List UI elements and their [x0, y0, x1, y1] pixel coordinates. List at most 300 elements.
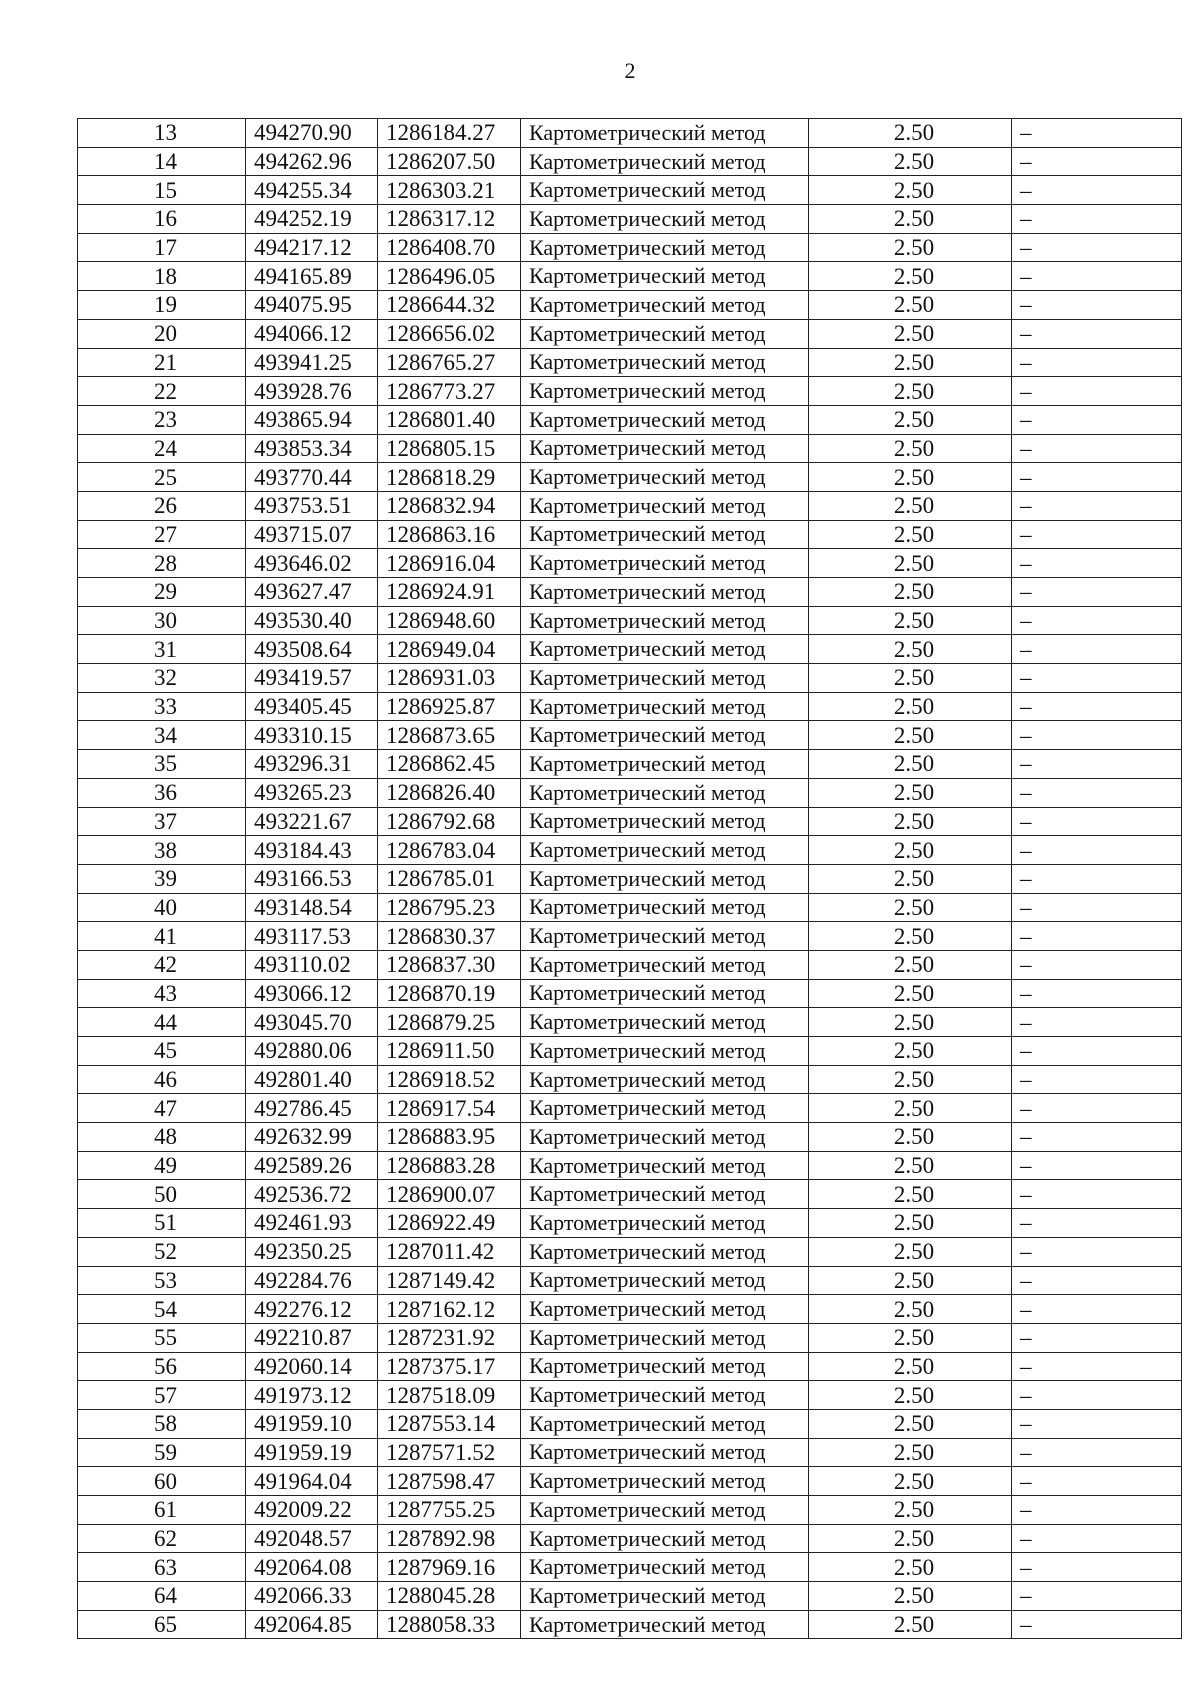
x-coordinate-cell: 493296.31	[246, 750, 378, 779]
table-row	[78, 119, 1182, 148]
table-row	[78, 1409, 1182, 1438]
table-row	[78, 893, 1182, 922]
x-coordinate-cell: 494262.96	[246, 147, 378, 176]
accuracy-cell: 2.50	[809, 348, 1012, 377]
y-coordinate-cell: 1286917.54	[378, 1094, 521, 1123]
point-number-cell: 46	[78, 1065, 246, 1094]
table-row	[78, 1352, 1182, 1381]
y-coordinate-cell: 1286644.32	[378, 291, 521, 320]
x-coordinate-cell: 492350.25	[246, 1237, 378, 1266]
method-cell: Картометрический метод	[521, 778, 809, 807]
table-row	[78, 463, 1182, 492]
x-coordinate-cell: 494252.19	[246, 205, 378, 234]
point-number-cell: 42	[78, 950, 246, 979]
point-number-cell: 53	[78, 1266, 246, 1295]
x-coordinate-cell: 492066.33	[246, 1582, 378, 1611]
table-row	[78, 1496, 1182, 1525]
description-cell: –	[1012, 664, 1182, 693]
accuracy-cell: 2.50	[809, 1610, 1012, 1639]
x-coordinate-cell: 493530.40	[246, 606, 378, 635]
accuracy-cell: 2.50	[809, 1352, 1012, 1381]
point-number-cell: 35	[78, 750, 246, 779]
method-cell: Картометрический метод	[521, 1237, 809, 1266]
accuracy-cell: 2.50	[809, 893, 1012, 922]
point-number-cell: 39	[78, 864, 246, 893]
description-cell: –	[1012, 463, 1182, 492]
y-coordinate-cell: 1286832.94	[378, 491, 521, 520]
accuracy-cell: 2.50	[809, 1266, 1012, 1295]
method-cell: Картометрический метод	[521, 1553, 809, 1582]
table-row	[78, 578, 1182, 607]
table-row	[78, 836, 1182, 865]
x-coordinate-cell: 492461.93	[246, 1209, 378, 1238]
description-cell: –	[1012, 233, 1182, 262]
y-coordinate-cell: 1287162.12	[378, 1295, 521, 1324]
accuracy-cell: 2.50	[809, 1381, 1012, 1410]
y-coordinate-cell: 1288045.28	[378, 1582, 521, 1611]
accuracy-cell: 2.50	[809, 692, 1012, 721]
point-number-cell: 60	[78, 1467, 246, 1496]
x-coordinate-cell: 493405.45	[246, 692, 378, 721]
x-coordinate-cell: 494066.12	[246, 319, 378, 348]
accuracy-cell: 2.50	[809, 979, 1012, 1008]
table-row	[78, 319, 1182, 348]
y-coordinate-cell: 1287598.47	[378, 1467, 521, 1496]
x-coordinate-cell: 493508.64	[246, 635, 378, 664]
table-row	[78, 1209, 1182, 1238]
table-row	[78, 377, 1182, 406]
description-cell: –	[1012, 1524, 1182, 1553]
y-coordinate-cell: 1286870.19	[378, 979, 521, 1008]
accuracy-cell: 2.50	[809, 1553, 1012, 1582]
y-coordinate-cell: 1287553.14	[378, 1409, 521, 1438]
accuracy-cell: 2.50	[809, 205, 1012, 234]
coordinates-table	[77, 118, 1182, 1639]
x-coordinate-cell: 493646.02	[246, 549, 378, 578]
description-cell: –	[1012, 491, 1182, 520]
point-number-cell: 45	[78, 1037, 246, 1066]
description-cell: –	[1012, 1352, 1182, 1381]
method-cell: Картометрический метод	[521, 147, 809, 176]
table-row	[78, 205, 1182, 234]
x-coordinate-cell: 492064.85	[246, 1610, 378, 1639]
method-cell: Картометрический метод	[521, 520, 809, 549]
x-coordinate-cell: 494255.34	[246, 176, 378, 205]
method-cell: Картометрический метод	[521, 1610, 809, 1639]
table-row	[78, 1467, 1182, 1496]
point-number-cell: 62	[78, 1524, 246, 1553]
y-coordinate-cell: 1286207.50	[378, 147, 521, 176]
point-number-cell: 20	[78, 319, 246, 348]
point-number-cell: 32	[78, 664, 246, 693]
method-cell: Картометрический метод	[521, 491, 809, 520]
y-coordinate-cell: 1287969.16	[378, 1553, 521, 1582]
point-number-cell: 22	[78, 377, 246, 406]
point-number-cell: 31	[78, 635, 246, 664]
description-cell: –	[1012, 893, 1182, 922]
y-coordinate-cell: 1286783.04	[378, 836, 521, 865]
method-cell: Картометрический метод	[521, 1037, 809, 1066]
point-number-cell: 57	[78, 1381, 246, 1410]
method-cell: Картометрический метод	[521, 434, 809, 463]
description-cell: –	[1012, 836, 1182, 865]
accuracy-cell: 2.50	[809, 836, 1012, 865]
table-row	[78, 233, 1182, 262]
method-cell: Картометрический метод	[521, 1094, 809, 1123]
table-row	[78, 979, 1182, 1008]
method-cell: Картометрический метод	[521, 549, 809, 578]
description-cell: –	[1012, 922, 1182, 951]
point-number-cell: 47	[78, 1094, 246, 1123]
accuracy-cell: 2.50	[809, 1524, 1012, 1553]
description-cell: –	[1012, 950, 1182, 979]
point-number-cell: 37	[78, 807, 246, 836]
table-row	[78, 606, 1182, 635]
y-coordinate-cell: 1286826.40	[378, 778, 521, 807]
description-cell: –	[1012, 807, 1182, 836]
point-number-cell: 58	[78, 1409, 246, 1438]
method-cell: Картометрический метод	[521, 807, 809, 836]
method-cell: Картометрический метод	[521, 750, 809, 779]
y-coordinate-cell: 1287011.42	[378, 1237, 521, 1266]
accuracy-cell: 2.50	[809, 1123, 1012, 1152]
method-cell: Картометрический метод	[521, 119, 809, 148]
table-row	[78, 807, 1182, 836]
method-cell: Картометрический метод	[521, 864, 809, 893]
method-cell: Картометрический метод	[521, 836, 809, 865]
point-number-cell: 52	[78, 1237, 246, 1266]
method-cell: Картометрический метод	[521, 950, 809, 979]
y-coordinate-cell: 1286879.25	[378, 1008, 521, 1037]
table-row	[78, 1037, 1182, 1066]
point-number-cell: 61	[78, 1496, 246, 1525]
point-number-cell: 17	[78, 233, 246, 262]
x-coordinate-cell: 493117.53	[246, 922, 378, 951]
description-cell: –	[1012, 1553, 1182, 1582]
table-row	[78, 1323, 1182, 1352]
table-row	[78, 1610, 1182, 1639]
method-cell: Картометрический метод	[521, 1266, 809, 1295]
accuracy-cell: 2.50	[809, 664, 1012, 693]
accuracy-cell: 2.50	[809, 635, 1012, 664]
y-coordinate-cell: 1287892.98	[378, 1524, 521, 1553]
table-row	[78, 1151, 1182, 1180]
y-coordinate-cell: 1286792.68	[378, 807, 521, 836]
description-cell: –	[1012, 119, 1182, 148]
description-cell: –	[1012, 721, 1182, 750]
method-cell: Картометрический метод	[521, 1467, 809, 1496]
x-coordinate-cell: 493184.43	[246, 836, 378, 865]
table-row	[78, 1553, 1182, 1582]
point-number-cell: 19	[78, 291, 246, 320]
x-coordinate-cell: 492210.87	[246, 1323, 378, 1352]
accuracy-cell: 2.50	[809, 491, 1012, 520]
method-cell: Картометрический метод	[521, 291, 809, 320]
description-cell: –	[1012, 205, 1182, 234]
table-row	[78, 721, 1182, 750]
table-row	[78, 922, 1182, 951]
method-cell: Картометрический метод	[521, 721, 809, 750]
accuracy-cell: 2.50	[809, 1323, 1012, 1352]
method-cell: Картометрический метод	[521, 1381, 809, 1410]
x-coordinate-cell: 491964.04	[246, 1467, 378, 1496]
table-row	[78, 950, 1182, 979]
x-coordinate-cell: 494165.89	[246, 262, 378, 291]
y-coordinate-cell: 1286911.50	[378, 1037, 521, 1066]
description-cell: –	[1012, 1467, 1182, 1496]
accuracy-cell: 2.50	[809, 319, 1012, 348]
point-number-cell: 54	[78, 1295, 246, 1324]
x-coordinate-cell: 492284.76	[246, 1266, 378, 1295]
method-cell: Картометрический метод	[521, 348, 809, 377]
table-row	[78, 1180, 1182, 1209]
y-coordinate-cell: 1286830.37	[378, 922, 521, 951]
description-cell: –	[1012, 1180, 1182, 1209]
method-cell: Картометрический метод	[521, 635, 809, 664]
accuracy-cell: 2.50	[809, 291, 1012, 320]
description-cell: –	[1012, 1008, 1182, 1037]
table-row	[78, 864, 1182, 893]
accuracy-cell: 2.50	[809, 405, 1012, 434]
x-coordinate-cell: 492536.72	[246, 1180, 378, 1209]
table-row	[78, 1008, 1182, 1037]
table-row	[78, 405, 1182, 434]
table-row	[78, 1266, 1182, 1295]
method-cell: Картометрический метод	[521, 1524, 809, 1553]
table-row	[78, 549, 1182, 578]
description-cell: –	[1012, 979, 1182, 1008]
accuracy-cell: 2.50	[809, 1409, 1012, 1438]
y-coordinate-cell: 1286916.04	[378, 549, 521, 578]
accuracy-cell: 2.50	[809, 1438, 1012, 1467]
x-coordinate-cell: 493753.51	[246, 491, 378, 520]
method-cell: Картометрический метод	[521, 1323, 809, 1352]
accuracy-cell: 2.50	[809, 778, 1012, 807]
x-coordinate-cell: 493419.57	[246, 664, 378, 693]
table-row	[78, 1094, 1182, 1123]
method-cell: Картометрический метод	[521, 205, 809, 234]
point-number-cell: 16	[78, 205, 246, 234]
point-number-cell: 59	[78, 1438, 246, 1467]
description-cell: –	[1012, 1438, 1182, 1467]
point-number-cell: 36	[78, 778, 246, 807]
point-number-cell: 65	[78, 1610, 246, 1639]
accuracy-cell: 2.50	[809, 1496, 1012, 1525]
x-coordinate-cell: 494217.12	[246, 233, 378, 262]
y-coordinate-cell: 1286656.02	[378, 319, 521, 348]
x-coordinate-cell: 492009.22	[246, 1496, 378, 1525]
x-coordinate-cell: 492276.12	[246, 1295, 378, 1324]
x-coordinate-cell: 491959.19	[246, 1438, 378, 1467]
description-cell: –	[1012, 1151, 1182, 1180]
description-cell: –	[1012, 377, 1182, 406]
description-cell: –	[1012, 778, 1182, 807]
point-number-cell: 41	[78, 922, 246, 951]
description-cell: –	[1012, 1065, 1182, 1094]
point-number-cell: 29	[78, 578, 246, 607]
description-cell: –	[1012, 176, 1182, 205]
x-coordinate-cell: 493221.67	[246, 807, 378, 836]
method-cell: Картометрический метод	[521, 1065, 809, 1094]
y-coordinate-cell: 1286818.29	[378, 463, 521, 492]
method-cell: Картометрический метод	[521, 1151, 809, 1180]
description-cell: –	[1012, 291, 1182, 320]
y-coordinate-cell: 1286765.27	[378, 348, 521, 377]
point-number-cell: 21	[78, 348, 246, 377]
point-number-cell: 14	[78, 147, 246, 176]
accuracy-cell: 2.50	[809, 549, 1012, 578]
y-coordinate-cell: 1287518.09	[378, 1381, 521, 1410]
point-number-cell: 15	[78, 176, 246, 205]
coordinates-table-body	[78, 119, 1182, 1639]
accuracy-cell: 2.50	[809, 950, 1012, 979]
x-coordinate-cell: 492632.99	[246, 1123, 378, 1152]
x-coordinate-cell: 494270.90	[246, 119, 378, 148]
accuracy-cell: 2.50	[809, 1065, 1012, 1094]
x-coordinate-cell: 493310.15	[246, 721, 378, 750]
accuracy-cell: 2.50	[809, 119, 1012, 148]
y-coordinate-cell: 1286883.95	[378, 1123, 521, 1152]
accuracy-cell: 2.50	[809, 1237, 1012, 1266]
point-number-cell: 27	[78, 520, 246, 549]
accuracy-cell: 2.50	[809, 176, 1012, 205]
accuracy-cell: 2.50	[809, 606, 1012, 635]
y-coordinate-cell: 1286918.52	[378, 1065, 521, 1094]
point-number-cell: 56	[78, 1352, 246, 1381]
x-coordinate-cell: 491959.10	[246, 1409, 378, 1438]
method-cell: Картометрический метод	[521, 692, 809, 721]
accuracy-cell: 2.50	[809, 520, 1012, 549]
y-coordinate-cell: 1286863.16	[378, 520, 521, 549]
method-cell: Картометрический метод	[521, 979, 809, 1008]
method-cell: Картометрический метод	[521, 893, 809, 922]
y-coordinate-cell: 1286948.60	[378, 606, 521, 635]
table-row	[78, 664, 1182, 693]
table-row	[78, 1381, 1182, 1410]
point-number-cell: 33	[78, 692, 246, 721]
y-coordinate-cell: 1287755.25	[378, 1496, 521, 1525]
description-cell: –	[1012, 405, 1182, 434]
y-coordinate-cell: 1286805.15	[378, 434, 521, 463]
method-cell: Картометрический метод	[521, 1123, 809, 1152]
x-coordinate-cell: 493770.44	[246, 463, 378, 492]
x-coordinate-cell: 493865.94	[246, 405, 378, 434]
table-row	[78, 520, 1182, 549]
table-row	[78, 1065, 1182, 1094]
description-cell: –	[1012, 147, 1182, 176]
y-coordinate-cell: 1286773.27	[378, 377, 521, 406]
y-coordinate-cell: 1286184.27	[378, 119, 521, 148]
description-cell: –	[1012, 1037, 1182, 1066]
method-cell: Картометрический метод	[521, 1582, 809, 1611]
description-cell: –	[1012, 1295, 1182, 1324]
description-cell: –	[1012, 434, 1182, 463]
y-coordinate-cell: 1287571.52	[378, 1438, 521, 1467]
y-coordinate-cell: 1287375.17	[378, 1352, 521, 1381]
method-cell: Картометрический метод	[521, 377, 809, 406]
description-cell: –	[1012, 1123, 1182, 1152]
x-coordinate-cell: 493265.23	[246, 778, 378, 807]
description-cell: –	[1012, 1237, 1182, 1266]
table-row	[78, 778, 1182, 807]
x-coordinate-cell: 492060.14	[246, 1352, 378, 1381]
x-coordinate-cell: 492589.26	[246, 1151, 378, 1180]
point-number-cell: 38	[78, 836, 246, 865]
y-coordinate-cell: 1287231.92	[378, 1323, 521, 1352]
accuracy-cell: 2.50	[809, 864, 1012, 893]
point-number-cell: 50	[78, 1180, 246, 1209]
x-coordinate-cell: 492880.06	[246, 1037, 378, 1066]
point-number-cell: 43	[78, 979, 246, 1008]
accuracy-cell: 2.50	[809, 1037, 1012, 1066]
description-cell: –	[1012, 1266, 1182, 1295]
description-cell: –	[1012, 1582, 1182, 1611]
point-number-cell: 40	[78, 893, 246, 922]
y-coordinate-cell: 1286949.04	[378, 635, 521, 664]
point-number-cell: 49	[78, 1151, 246, 1180]
point-number-cell: 64	[78, 1582, 246, 1611]
accuracy-cell: 2.50	[809, 1582, 1012, 1611]
description-cell: –	[1012, 1209, 1182, 1238]
point-number-cell: 44	[78, 1008, 246, 1037]
accuracy-cell: 2.50	[809, 377, 1012, 406]
accuracy-cell: 2.50	[809, 922, 1012, 951]
x-coordinate-cell: 492064.08	[246, 1553, 378, 1582]
point-number-cell: 24	[78, 434, 246, 463]
method-cell: Картометрический метод	[521, 1209, 809, 1238]
x-coordinate-cell: 491973.12	[246, 1381, 378, 1410]
accuracy-cell: 2.50	[809, 1151, 1012, 1180]
x-coordinate-cell: 494075.95	[246, 291, 378, 320]
y-coordinate-cell: 1286862.45	[378, 750, 521, 779]
method-cell: Картометрический метод	[521, 405, 809, 434]
table-row	[78, 1123, 1182, 1152]
point-number-cell: 30	[78, 606, 246, 635]
x-coordinate-cell: 493148.54	[246, 893, 378, 922]
description-cell: –	[1012, 578, 1182, 607]
x-coordinate-cell: 493110.02	[246, 950, 378, 979]
x-coordinate-cell: 493941.25	[246, 348, 378, 377]
table-row	[78, 1524, 1182, 1553]
point-number-cell: 48	[78, 1123, 246, 1152]
description-cell: –	[1012, 520, 1182, 549]
x-coordinate-cell: 493045.70	[246, 1008, 378, 1037]
accuracy-cell: 2.50	[809, 578, 1012, 607]
table-row	[78, 147, 1182, 176]
description-cell: –	[1012, 692, 1182, 721]
y-coordinate-cell: 1287149.42	[378, 1266, 521, 1295]
description-cell: –	[1012, 1323, 1182, 1352]
method-cell: Картометрический метод	[521, 1438, 809, 1467]
method-cell: Картометрический метод	[521, 233, 809, 262]
description-cell: –	[1012, 1381, 1182, 1410]
table-row	[78, 1438, 1182, 1467]
point-number-cell: 18	[78, 262, 246, 291]
y-coordinate-cell: 1286785.01	[378, 864, 521, 893]
table-row	[78, 434, 1182, 463]
description-cell: –	[1012, 1409, 1182, 1438]
y-coordinate-cell: 1286873.65	[378, 721, 521, 750]
method-cell: Картометрический метод	[521, 262, 809, 291]
description-cell: –	[1012, 348, 1182, 377]
x-coordinate-cell: 493166.53	[246, 864, 378, 893]
y-coordinate-cell: 1286496.05	[378, 262, 521, 291]
method-cell: Картометрический метод	[521, 664, 809, 693]
point-number-cell: 28	[78, 549, 246, 578]
accuracy-cell: 2.50	[809, 434, 1012, 463]
method-cell: Картометрический метод	[521, 578, 809, 607]
table-row	[78, 692, 1182, 721]
